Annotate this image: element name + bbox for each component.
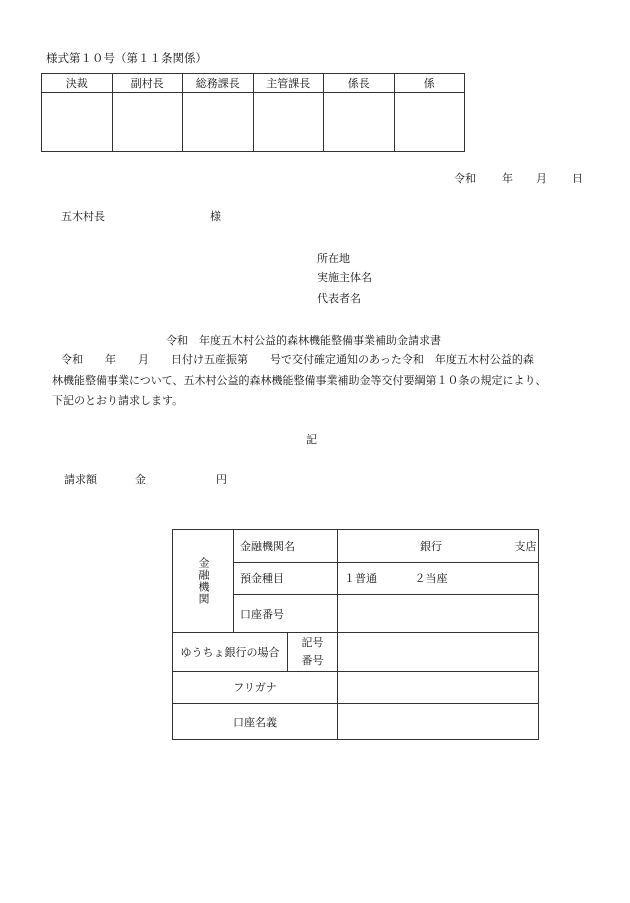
claim-label: 請求額	[64, 473, 97, 486]
institution-field[interactable]	[338, 530, 539, 563]
bank-info-table	[172, 529, 539, 740]
furigana-field[interactable]	[338, 671, 539, 704]
bank-section-label: 金融機関	[173, 530, 234, 633]
account-type-label: 預金種目	[234, 562, 338, 595]
addressee-honorific: 様	[210, 210, 221, 223]
bango-label: 番号	[301, 653, 324, 667]
furigana-label: フリガナ	[173, 671, 338, 704]
approval-stamp-box[interactable]	[324, 93, 395, 152]
yucho-number-field[interactable]	[338, 632, 539, 671]
body-line-3: 下記のとおり請求します。	[52, 394, 184, 407]
date-era: 令和	[454, 172, 476, 185]
approval-header-staff: 係	[394, 74, 465, 93]
claim-yen: 円	[216, 473, 227, 486]
kigo-label: 記号	[301, 635, 324, 649]
account-name-field[interactable]	[338, 704, 539, 740]
applicant-entity-label: 実施主体名	[317, 271, 372, 284]
approval-stamp-box[interactable]	[42, 93, 113, 152]
applicant-address-label: 所在地	[317, 252, 350, 265]
approval-stamp-box[interactable]	[394, 93, 465, 152]
addressee-name: 五木村長	[61, 210, 105, 223]
account-number-label: 口座番号	[234, 595, 338, 633]
approval-header-kessai: 決裁	[42, 74, 113, 93]
yucho-kigo-bango-label	[288, 632, 338, 671]
institution-label: 金融機関名	[234, 530, 338, 563]
claim-kin: 金	[135, 473, 146, 486]
approval-header-vice-mayor: 副村長	[112, 74, 183, 93]
date-day: 日	[572, 172, 583, 185]
body-line-2: 林機能整備事業について、五木村公益的森林機能整備事業補助金等交付要綱第１０条の規定により、	[52, 374, 547, 387]
approval-header-section-chief: 主管課長	[253, 74, 324, 93]
yucho-label: ゆうちょ銀行の場合	[173, 632, 288, 671]
approval-stamp-box[interactable]	[183, 93, 254, 152]
bank-suffix: 銀行	[420, 539, 442, 553]
applicant-representative-label: 代表者名	[317, 292, 361, 305]
account-type-field[interactable]	[338, 562, 539, 595]
approval-header-general-affairs: 総務課長	[183, 74, 254, 93]
date-year: 年	[502, 172, 513, 185]
approval-stamp-box[interactable]	[253, 93, 324, 152]
account-name-label: 口座名義	[173, 704, 338, 740]
account-type-option-1[interactable]: １普通	[344, 572, 377, 586]
document-title: 令和 年度五木村公益的森林機能整備事業補助金請求書	[166, 334, 441, 347]
body-line-1: 令和 年 月 日付け五産振第 号で交付確定通知のあった令和 年度五木村公益的森	[61, 353, 534, 366]
ki-heading: 記	[306, 433, 317, 446]
approval-stamp-table	[41, 73, 465, 152]
account-type-option-2[interactable]: ２当座	[414, 572, 448, 586]
branch-suffix: 支店	[514, 539, 537, 553]
approval-header-group-chief: 係長	[324, 74, 395, 93]
form-id: 様式第１０号（第１１条関係）	[46, 51, 207, 65]
approval-stamp-box[interactable]	[112, 93, 183, 152]
account-number-field[interactable]	[338, 595, 539, 633]
date-month: 月	[536, 172, 547, 185]
